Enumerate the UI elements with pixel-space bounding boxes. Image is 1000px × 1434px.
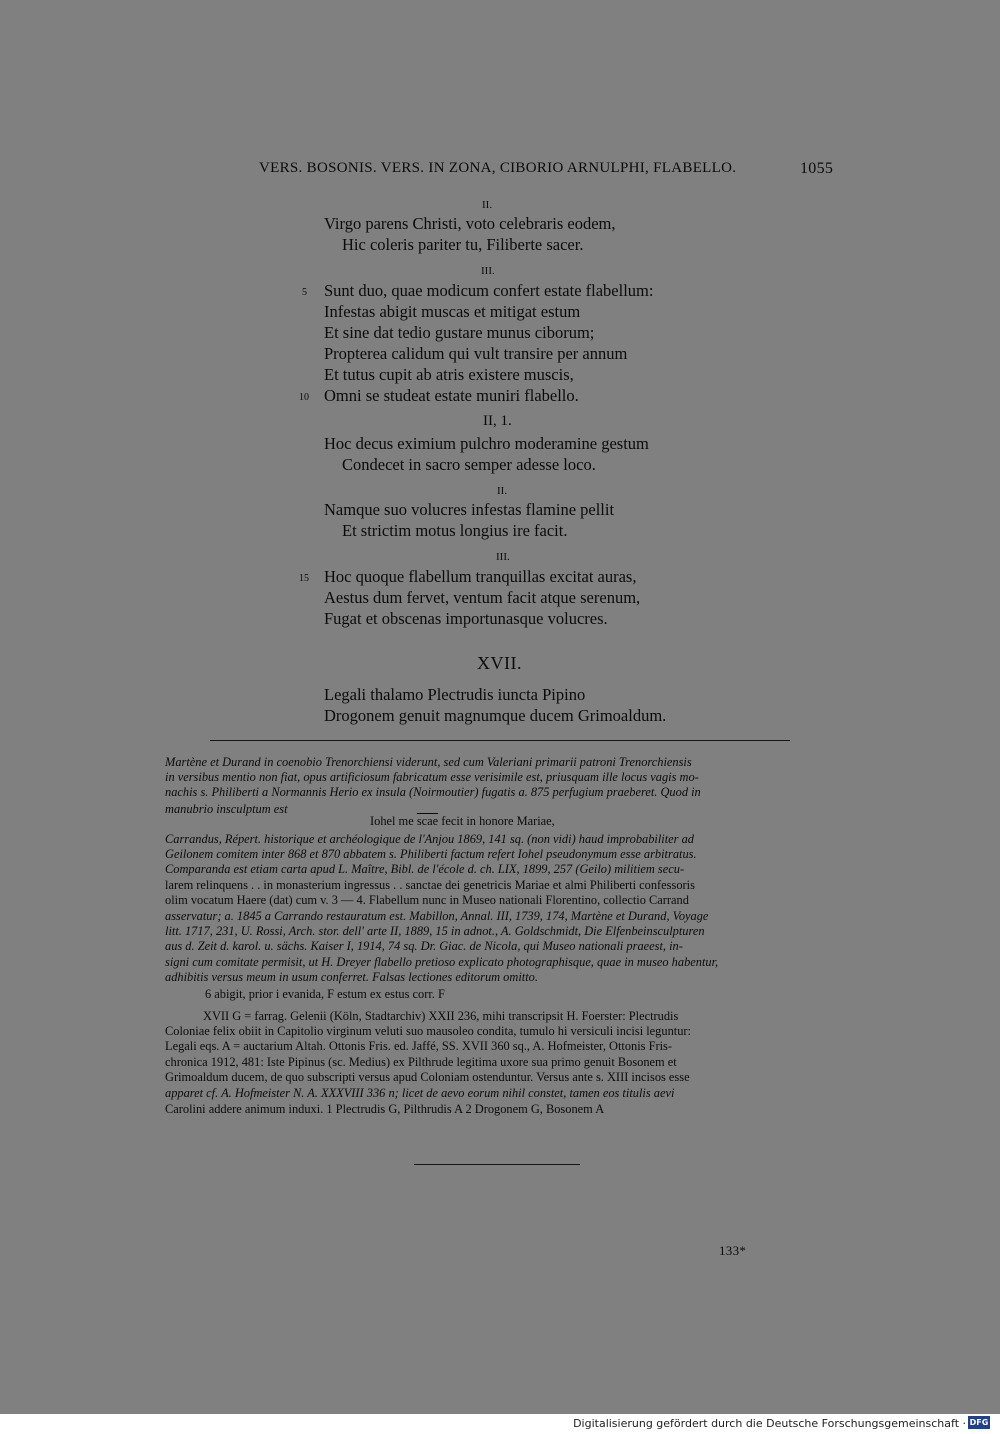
- verse-line: Hic coleris pariter tu, Filiberte sacer.: [342, 235, 584, 254]
- poem-number-heading: XVII.: [477, 653, 522, 673]
- note-line: nachis s. Philiberti a Normannis Herio ex insula (Noirmoutier) fugatis a. 875 perfugium praeberet. Quod in: [165, 785, 701, 799]
- verse-line: Omni se studeat estate muniri flabello.: [324, 386, 579, 405]
- verse-line: Et sine dat tedio gustare munus ciborum;: [324, 323, 595, 342]
- note-line: larem relinquens . . in monasterium ingressus . . sanctae dei genetricis Mariae et almi Philiberti confessoris: [165, 878, 695, 892]
- note-line: asservatur; a. 1845 a Carrando restauratum est. Mabillon, Annal. III, 1739, 174, Martène et Durand, Voyage: [165, 909, 709, 923]
- verse-line: Drogonem genuit magnumque ducem Grimoaldum.: [324, 706, 667, 725]
- note-line: XVII G = farrag. Gelenii (Köln, Stadtarchiv) XXII 236, mihi transcripsit H. Foerster: Plectrudis: [203, 1009, 679, 1023]
- footnote-separator: [210, 740, 790, 741]
- page-number: 1055: [800, 160, 834, 177]
- note-line: signi cum comitate permisit, ut H. Dreyer flabello pretioso explicato photographisque, quae in museo habentur,: [165, 955, 719, 969]
- note-line: olim vocatum Haere (dat) cum v. 3 — 4. Flabellum nunc in Museo nationali Florentino, collectio Carrand: [165, 893, 689, 907]
- note-line: adhibitis versus meum in usum conferret. Falsas lectiones editorum omitto.: [165, 970, 538, 984]
- signature-mark: 133*: [719, 1243, 747, 1258]
- note-line: chronica 1912, 481: Iste Pipinus (sc. Medius) ex Pilthrude legitima uxore sua primo genuit Bosonem et: [165, 1055, 677, 1069]
- verse-line: Propterea calidum qui vult transire per annum: [324, 344, 628, 363]
- verse-line: Sunt duo, quae modicum confert estate flabellum:: [324, 281, 654, 300]
- note-line: aus d. Zeit d. karol. u. sächs. Kaiser I, 1914, 74 sq. Dr. Giac. de Nicola, qui Museo nationali praeest, in-: [165, 939, 683, 953]
- note-line: in versibus mentio non fiat, opus artificiosum fabricatum esse verisimile est, priusquam ille locus vagis mo-: [165, 770, 699, 784]
- dfg-logo-icon[interactable]: DFG: [969, 1418, 989, 1427]
- note-line: Comparanda est etiam carta apud L. Maître, Bibl. de l'école d. ch. LIX, 1899, 257 (Geilo) militiem secu-: [165, 862, 685, 876]
- section-label: III.: [496, 551, 510, 563]
- note-line: Carrandus, Répert. historique et archéologique de l'Anjou 1869, 141 sq. (non vidi) haud improbabiliter ad: [165, 832, 694, 846]
- note-line: Grimoaldum ducem, de quo subscripti versus apud Coloniam ostenduntur. Versus ante s. XIII incisos esse: [165, 1070, 690, 1084]
- end-rule: [414, 1164, 580, 1165]
- verse-line: Aestus dum fervet, ventum facit atque serenum,: [324, 588, 641, 607]
- line-number: 10: [299, 392, 309, 403]
- verse-line: Namque suo volucres infestas flamine pellit: [324, 500, 615, 519]
- note-line: Martène et Durand in coenobio Trenorchiensi viderunt, sed cum Valeriani primarii patroni Trenorchiensis: [165, 755, 692, 769]
- note-line: litt. 1717, 231, U. Rossi, Arch. stor. dell' arte II, 1889, 15 in adnot., A. Goldschmidt, Die Elfenbeinsculpturen: [165, 924, 705, 938]
- inscription-abbreviation: scae: [416, 814, 439, 828]
- section-label: III.: [481, 265, 495, 277]
- verse-line: Infestas abigit muscas et mitigat estum: [324, 302, 581, 321]
- inscription-text: fecit in honore Mariae,: [441, 814, 555, 828]
- line-number: 5: [302, 287, 307, 298]
- verse-line: Condecet in sacro semper adesse loco.: [342, 455, 596, 474]
- running-title: VERS. BOSONIS. VERS. IN ZONA, CIBORIO ARNULPHI, FLABELLO.: [259, 160, 737, 176]
- verse-line: Legali thalamo Plectrudis iuncta Pipino: [324, 685, 586, 704]
- verse-line: Fugat et obscenas importunasque volucres.: [324, 609, 608, 628]
- line-number: 15: [299, 573, 309, 584]
- note-line: apparet cf. A. Hofmeister N. A. XXXVIII 336 n; licet de aevo eorum nihil constet, tamen eos titulis aevi: [165, 1086, 675, 1100]
- variant-reading-line: 6 abigit, prior i evanida, F estum ex estus corr. F: [205, 987, 445, 1001]
- verse-line: Hoc quoque flabellum tranquillas excitat auras,: [324, 567, 637, 586]
- section-label: II, 1.: [483, 413, 512, 429]
- note-line: Legali eqs. A = auctarium Altah. Ottonis Fris. ed. Jaffé, SS. XVII 360 sq., A. Hofmeister, Ottonis Fris-: [165, 1039, 673, 1053]
- verse-line: Et tutus cupit ab atris existere muscis,: [324, 365, 574, 384]
- note-line: Coloniae felix obiit in Capitolio virginum veluti suo mausoleo condita, tumulo hi versiculi incisi leguntur:: [165, 1024, 691, 1038]
- section-label: II.: [497, 485, 508, 497]
- inscription-text: Iohel me: [370, 814, 414, 828]
- inscription-line: [370, 814, 555, 829]
- note-line: Carolini addere animum induxi. 1 Plectrudis G, Pilthrudis A 2 Drogonem G, Bosonem A: [165, 1102, 605, 1116]
- note-line: manubrio insculptum est: [165, 802, 288, 816]
- funding-notice[interactable]: Digitalisierung gefördert durch die Deutsche Forschungsgemeinschaft ·: [573, 1417, 966, 1430]
- section-label: II.: [482, 199, 493, 211]
- verse-line: Virgo parens Christi, voto celebraris eodem,: [324, 214, 616, 233]
- verse-line: Et strictim motus longius ire facit.: [342, 521, 568, 540]
- verse-line: Hoc decus eximium pulchro moderamine gestum: [324, 434, 649, 453]
- note-line: Geilonem comitem inter 868 et 870 abbatem s. Philiberti factum refert Iohel pseudonymum esse arbitratus.: [165, 847, 697, 861]
